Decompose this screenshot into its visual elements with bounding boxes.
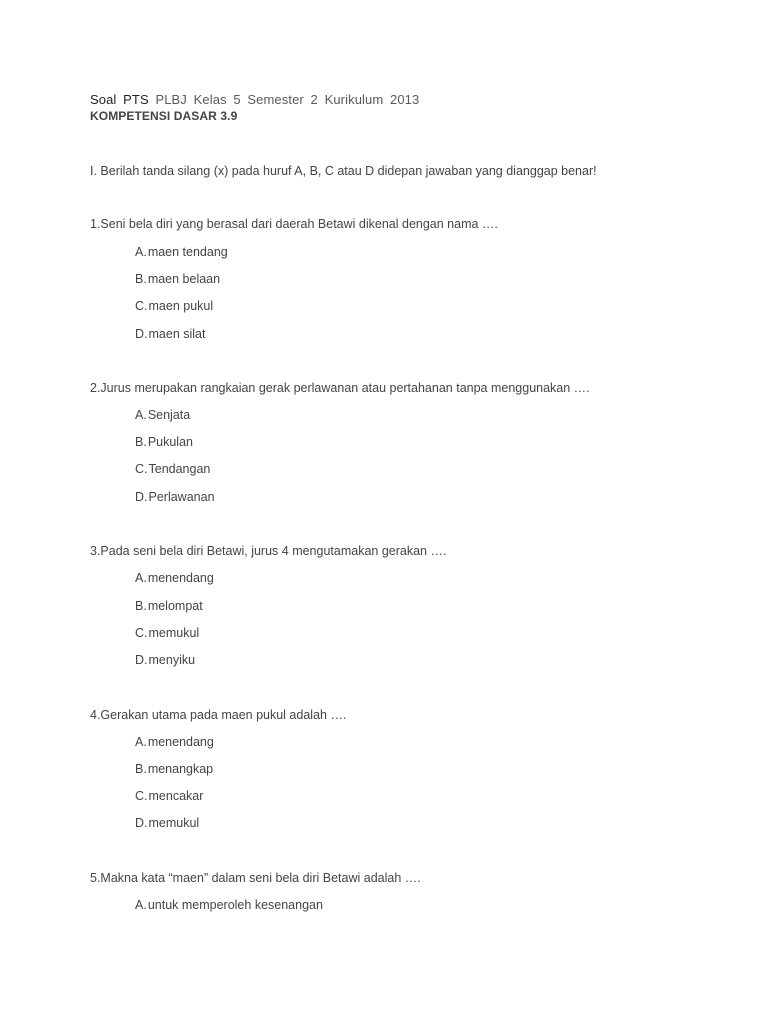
- question-4: 4.Gerakan utama pada maen pukul adalah ….: [90, 708, 347, 722]
- option-letter: D.: [135, 653, 148, 667]
- option-letter: C.: [135, 462, 148, 476]
- option-letter: B.: [135, 599, 147, 613]
- option-2c: [135, 462, 210, 476]
- option-letter: C.: [135, 626, 148, 640]
- question-2: 2.Jurus merupakan rangkaian gerak perlawanan atau pertahanan tanpa menggunakan ….: [90, 381, 590, 395]
- title-rest: PLBJ Kelas 5 Semester 2 Kurikulum 2013: [155, 92, 420, 107]
- option-3d: [135, 653, 195, 667]
- option-text: mencakar: [148, 789, 204, 803]
- option-1d: [135, 327, 205, 341]
- option-text: Pukulan: [147, 435, 193, 449]
- option-letter: A.: [135, 408, 147, 422]
- option-text: menendang: [147, 571, 214, 585]
- instruction-text: I. Berilah tanda silang (x) pada huruf A, B, C atau D didepan jawaban yang dianggap benar!: [90, 164, 597, 178]
- option-text: memukul: [148, 816, 200, 830]
- option-letter: A.: [135, 571, 147, 585]
- option-4d: [135, 816, 199, 830]
- title-strong: Soal PTS: [90, 92, 149, 107]
- option-letter: A.: [135, 245, 147, 259]
- question-3: 3.Pada seni bela diri Betawi, jurus 4 mengutamakan gerakan ….: [90, 544, 447, 558]
- option-letter: A.: [135, 735, 147, 749]
- option-text: menyiku: [148, 653, 196, 667]
- option-text: Perlawanan: [148, 490, 215, 504]
- option-2d: [135, 490, 215, 504]
- option-letter: D.: [135, 490, 148, 504]
- option-letter: A.: [135, 898, 147, 912]
- option-5a: [135, 898, 323, 912]
- option-text: menendang: [147, 735, 214, 749]
- option-text: Senjata: [147, 408, 191, 422]
- option-text: maen pukul: [148, 299, 214, 313]
- option-3a: [135, 571, 214, 585]
- option-text: untuk memperoleh kesenangan: [147, 898, 323, 912]
- option-letter: B.: [135, 762, 147, 776]
- option-2a: [135, 408, 190, 422]
- option-4b: [135, 762, 213, 776]
- option-letter: B.: [135, 272, 147, 286]
- option-text: maen belaan: [147, 272, 221, 286]
- option-1a: [135, 245, 228, 259]
- option-3b: [135, 599, 203, 613]
- document-subtitle: KOMPETENSI DASAR 3.9: [90, 109, 238, 123]
- option-text: maen silat: [148, 327, 206, 341]
- option-text: menangkap: [147, 762, 214, 776]
- option-letter: B.: [135, 435, 147, 449]
- option-2b: [135, 435, 193, 449]
- option-letter: D.: [135, 327, 148, 341]
- option-text: memukul: [148, 626, 200, 640]
- option-4c: [135, 789, 203, 803]
- question-5: 5.Makna kata “maen” dalam seni bela diri Betawi adalah ….: [90, 871, 421, 885]
- option-1c: [135, 299, 213, 313]
- option-1b: [135, 272, 220, 286]
- option-text: melompat: [147, 599, 203, 613]
- question-1: 1.Seni bela diri yang berasal dari daerah Betawi dikenal dengan nama ….: [90, 217, 498, 231]
- option-3c: [135, 626, 199, 640]
- option-letter: C.: [135, 299, 148, 313]
- document-title: [90, 92, 419, 107]
- option-text: Tendangan: [148, 462, 211, 476]
- option-4a: [135, 735, 214, 749]
- option-letter: D.: [135, 816, 148, 830]
- option-text: maen tendang: [147, 245, 228, 259]
- option-letter: C.: [135, 789, 148, 803]
